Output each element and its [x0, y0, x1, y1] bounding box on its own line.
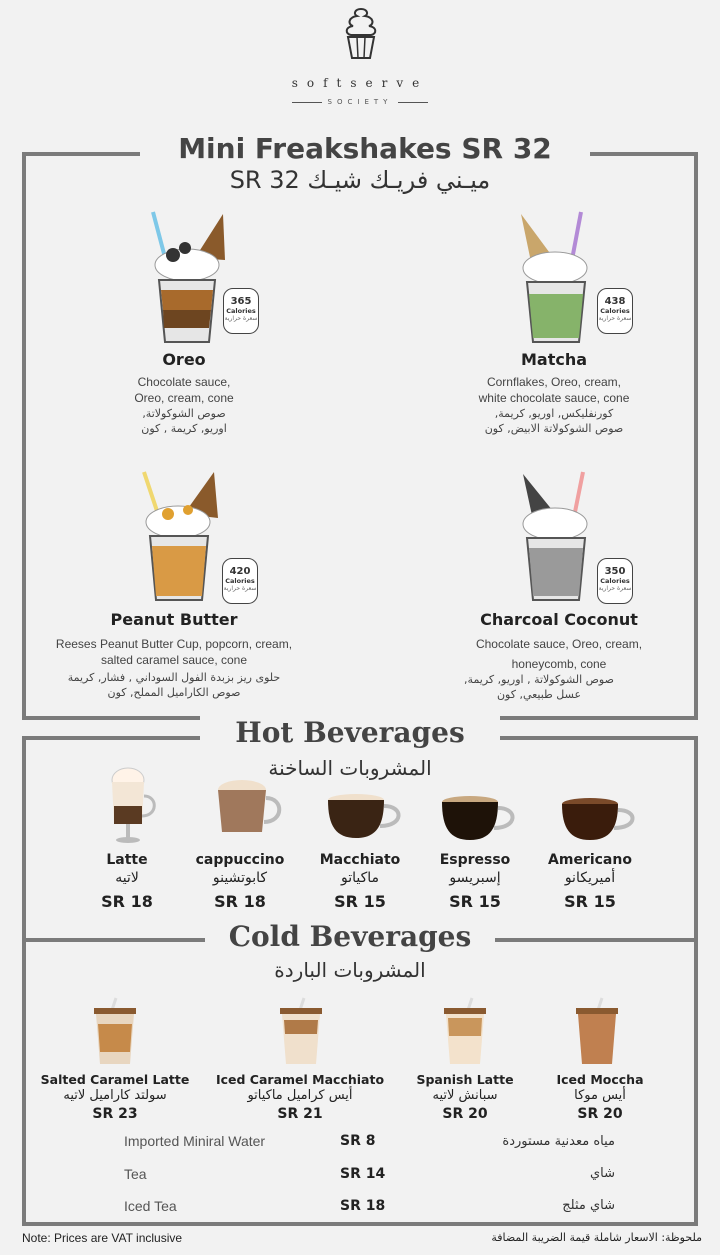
- cold-title-ar: المشروبات الباردة: [274, 958, 426, 982]
- drink-row-name-ar: مياه معدنية مستوردة: [502, 1134, 615, 1149]
- americano-cup-icon: [560, 796, 640, 842]
- cappuccino-cup-icon: [212, 778, 288, 838]
- charcoal-coconut-shake-image: [515, 470, 605, 605]
- brand-name: softserve: [291, 76, 429, 90]
- cold-item-name-ar: أيس موكا: [574, 1088, 626, 1103]
- shake-desc: Cornflakes, Oreo, cream, white chocolate sauce, cone: [478, 375, 630, 405]
- shake-desc: Chocolate sauce, Oreo, cream, cone: [134, 375, 234, 405]
- hot-item-price: SR 15: [334, 892, 386, 911]
- hot-item-price: SR 18: [214, 892, 266, 911]
- cold-item-price: SR 20: [577, 1106, 623, 1122]
- macchiato-cup-icon: [326, 792, 406, 840]
- hot-item-name-ar: لاتيه: [115, 870, 139, 886]
- drink-row-name: Imported Miniral Water: [124, 1133, 266, 1149]
- hot-item-name-ar: كابوتشينو: [212, 870, 268, 886]
- latte-glass-icon: [104, 766, 160, 844]
- drink-row-price: SR 18: [340, 1198, 386, 1214]
- shake-name: Peanut Butter: [110, 610, 238, 629]
- cold-item-name: Iced Caramel Macchiato: [215, 1072, 385, 1087]
- hot-title: Hot Beverages: [200, 716, 500, 749]
- freakshakes-title-ar: ميـني فريـك شيـك SR 32: [229, 166, 491, 194]
- espresso-cup-icon: [440, 794, 520, 842]
- freakshakes-title: Mini Freakshakes SR 32: [140, 132, 590, 165]
- hot-item-name: Americano: [548, 852, 632, 868]
- hot-item-name: cappuccino: [195, 852, 285, 868]
- cold-item-price: SR 23: [92, 1106, 138, 1122]
- calorie-badge: 350 Calories سعرة حرارية: [597, 558, 633, 604]
- shake-desc: Chocolate sauce, Oreo, cream, honeycomb, cone: [475, 637, 643, 671]
- calorie-badge: 420 Calories سعرة حرارية: [222, 558, 258, 604]
- hot-item-name: Macchiato: [319, 852, 401, 868]
- cold-item-price: SR 21: [277, 1106, 323, 1122]
- hot-item-name-ar: ماكياتو: [340, 870, 380, 886]
- shake-name: Oreo: [162, 350, 206, 369]
- hot-item-name: Latte: [106, 852, 148, 868]
- drink-row-name-ar: شاي مثلج: [562, 1198, 615, 1213]
- shake-name: Matcha: [520, 350, 588, 369]
- cold-item-name: Salted Caramel Latte: [40, 1072, 190, 1087]
- spanish-latte-cup-icon: [440, 996, 490, 1068]
- hot-item-price: SR 18: [101, 892, 153, 911]
- iced-caramel-macchiato-cup-icon: [276, 996, 326, 1068]
- calorie-badge: 438 Calories سعرة حرارية: [597, 288, 633, 334]
- shake-desc: Reeses Peanut Butter Cup, popcorn, cream, salted caramel sauce, cone: [55, 637, 293, 667]
- shake-desc-ar: حلوى ريز بزبدة الفول السوداني , فشار, كريمة صوص الكاراميل المملح, كون: [67, 671, 281, 699]
- hot-title-ar: المشروبات الساخنة: [268, 756, 432, 780]
- shake-desc-ar: كورنفليكس, اوريو, كريمة, صوص الشوكولاتة الابيض, كون: [484, 407, 624, 435]
- vat-note-ar: ملحوظة: الاسعار شاملة قيمة الضريبة المضافة: [491, 1231, 702, 1244]
- cold-item-name: Iced Moccha: [556, 1072, 644, 1087]
- drink-row-price: SR 14: [340, 1166, 386, 1182]
- hot-item-price: SR 15: [564, 892, 616, 911]
- calorie-badge: 365 Calories سعرة حرارية: [223, 288, 259, 334]
- cold-item-name-ar: أيس كراميل ماكياتو: [247, 1088, 353, 1103]
- shake-name: Charcoal Coconut: [480, 610, 638, 629]
- brand-sub: SOCIETY: [0, 98, 720, 106]
- hot-item-price: SR 15: [449, 892, 501, 911]
- softserve-logo-icon: [339, 6, 383, 60]
- cold-item-name-ar: سولتد كاراميل لاتيه: [63, 1088, 167, 1103]
- cold-title: Cold Beverages: [205, 920, 495, 953]
- peanut-butter-shake-image: [138, 470, 228, 605]
- cold-item-price: SR 20: [442, 1106, 488, 1122]
- hot-item-name-ar: أميريكانو: [564, 870, 616, 886]
- hot-item-name-ar: إسبريسو: [449, 870, 501, 886]
- drink-row-name-ar: شاي: [589, 1166, 615, 1181]
- drink-row-name: Iced Tea: [124, 1198, 177, 1214]
- oreo-shake-image: [145, 210, 235, 345]
- hot-item-name: Espresso: [439, 852, 511, 868]
- matcha-shake-image: [515, 210, 605, 345]
- shake-desc-ar: صوص الشوكولاتة, اوريو, كريمة , كون: [141, 407, 227, 435]
- cold-item-name-ar: سبانش لاتيه: [432, 1088, 498, 1103]
- cold-item-name: Spanish Latte: [416, 1072, 514, 1087]
- vat-note: Note: Prices are VAT inclusive: [22, 1231, 183, 1245]
- drink-row-price: SR 8: [340, 1133, 376, 1149]
- salted-caramel-latte-cup-icon: [90, 996, 140, 1068]
- shake-desc-ar: صوص الشوكولاتة , اوريو, كريمة, عسل طبيعي, كون: [464, 673, 614, 701]
- drink-row-name: Tea: [124, 1166, 147, 1182]
- iced-moccha-cup-icon: [572, 996, 622, 1068]
